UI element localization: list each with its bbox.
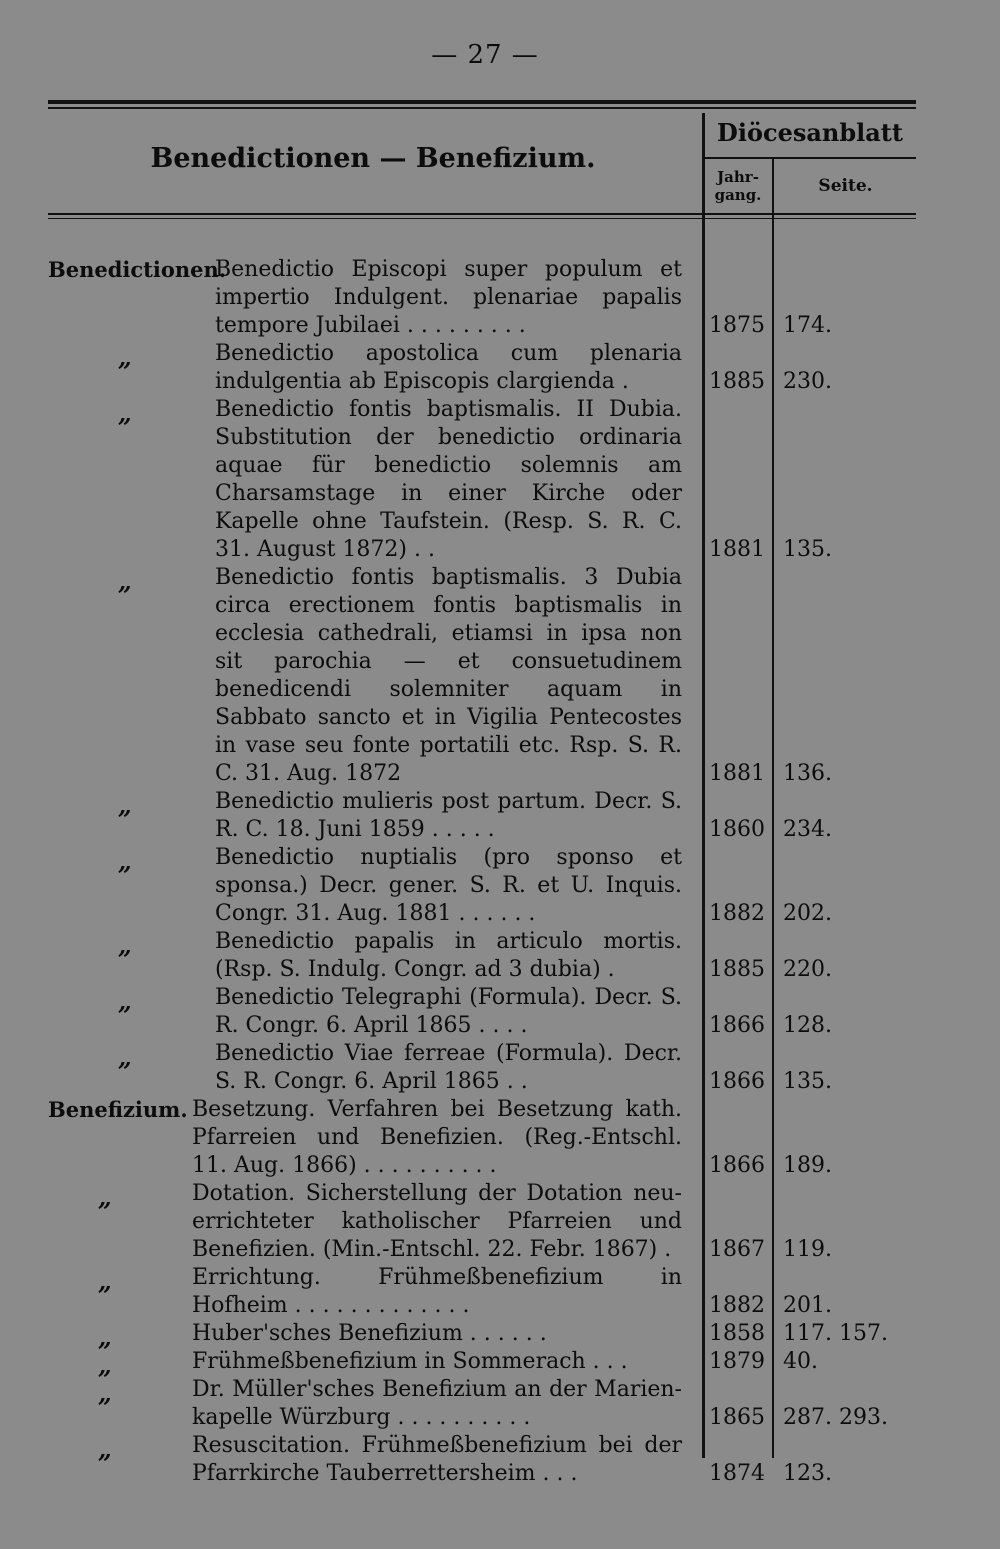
- page-number: — 27 —: [431, 40, 539, 70]
- entry-year: 1882: [709, 1293, 765, 1318]
- ditto-mark: „: [118, 343, 132, 372]
- ditto-mark: „: [98, 1351, 112, 1380]
- top-rule-thick: [48, 100, 916, 104]
- entry-page: 230.: [783, 369, 832, 394]
- group-underline: [702, 157, 916, 159]
- entry-text: Huber'sches Benefizium . . . . . .: [192, 1321, 547, 1346]
- entry-label: Benefizium.: [48, 1097, 188, 1122]
- entry-page: 40.: [783, 1349, 818, 1374]
- ditto-mark: „: [98, 1183, 112, 1212]
- entry-year: 1879: [709, 1349, 765, 1374]
- list-item: [0, 844, 1000, 928]
- list-item: [0, 1432, 1000, 1488]
- ditto-mark: „: [118, 847, 132, 876]
- list-item: [0, 1376, 1000, 1432]
- list-item: [0, 928, 1000, 984]
- list-item: [0, 1320, 1000, 1352]
- header-bottom-rule-2: [48, 218, 916, 219]
- list-item: [0, 256, 1000, 340]
- entry-year: 1881: [709, 761, 765, 786]
- ditto-mark: „: [98, 1435, 112, 1464]
- ditto-mark: „: [118, 987, 132, 1016]
- ditto-mark: „: [118, 791, 132, 820]
- entry-text: Dr. Müller'sches Benefizium an der Marien-kapelle Würzburg . . . . . . . . . .: [192, 1377, 682, 1430]
- entry-page: 135.: [783, 1069, 832, 1094]
- entry-year: 1866: [709, 1013, 765, 1038]
- entry-page: 220.: [783, 957, 832, 982]
- entry-text: Errichtung. Frühmeßbenefizium in Hofheim . . . . . . . . . . . . .: [192, 1265, 682, 1318]
- entry-list: [0, 256, 1000, 1488]
- entry-text: Frühmeßbenefizium in Sommerach . . .: [192, 1349, 628, 1374]
- header-bottom-rule: [48, 213, 916, 215]
- entry-page: 135.: [783, 537, 832, 562]
- entry-year: 1866: [709, 1153, 765, 1178]
- entry-text: Benedictio fontis baptismalis. 3 Dubia circa erectionem fontis baptismalis in ecclesia cathedrali, etiamsi in ipsa non sit parochia — et consuetudinem benedicendi solemniter aquam in Sabbato sancto et in Vigilia Pentecostes in vase seu fonte portatili etc. Rsp. S. R. C. 31. Aug. 1872: [215, 565, 682, 786]
- entry-text: Benedictio papalis in articulo mortis. (Rsp. S. Indulg. Congr. ad 3 dubia) .: [215, 929, 682, 982]
- entry-year: 1866: [709, 1069, 765, 1094]
- list-item: [0, 564, 1000, 788]
- entry-text: Benedictio fontis baptismalis. II Dubia. Substitution der benedictio ordinaria aquae für benedictio solemnis am Charsamstage in einer Kirche oder Kapelle ohne Taufstein. (Resp. S. R. C. 31. August 1872) . .: [215, 397, 682, 562]
- ditto-mark: „: [98, 1267, 112, 1296]
- entry-text: Benedictio Telegraphi (Formula). Decr. S. R. Congr. 6. April 1865 . . . .: [215, 985, 682, 1038]
- entry-year: 1881: [709, 537, 765, 562]
- entry-page: 123.: [783, 1461, 832, 1486]
- entry-text: Besetzung. Verfahren bei Besetzung kath. Pfarreien und Benefizien. (Reg.-Entschl. 11. Aug. 1866) . . . . . . . . . .: [192, 1097, 682, 1178]
- entry-year: 1875: [709, 313, 765, 338]
- entry-text: Benedictio Viae ferreae (Formula). Decr. S. R. Congr. 6. April 1865 . .: [215, 1041, 682, 1094]
- ditto-mark: „: [118, 567, 132, 596]
- entry-page: 234.: [783, 817, 832, 842]
- ditto-mark: „: [98, 1323, 112, 1352]
- entry-text: Dotation. Sicherstellung der Dotation neu-errichteter katholischer Pfarreien und Benefizien. (Min.-Entschl. 22. Febr. 1867) .: [192, 1181, 682, 1262]
- list-item: [0, 396, 1000, 564]
- page-title: Benedictionen — Benefizium.: [150, 143, 596, 174]
- entry-page: 119.: [783, 1237, 832, 1262]
- top-rule-thin: [48, 107, 916, 109]
- list-item: [0, 984, 1000, 1040]
- entry-year: 1885: [709, 957, 765, 982]
- entry-page: 189.: [783, 1153, 832, 1178]
- year-column-header: Jahr- gang.: [714, 168, 762, 204]
- entry-page: 136.: [783, 761, 832, 786]
- entry-page: 174.: [783, 313, 832, 338]
- ditto-mark: „: [98, 1379, 112, 1408]
- entry-text: Benedictio apostolica cum plenaria indulgentia ab Episcopis clargienda .: [215, 341, 682, 394]
- list-item: [0, 340, 1000, 396]
- entry-page: 201.: [783, 1293, 832, 1318]
- entry-page: 128.: [783, 1013, 832, 1038]
- list-item: [0, 788, 1000, 844]
- entry-year: 1858: [709, 1321, 765, 1346]
- entry-year: 1874: [709, 1461, 765, 1486]
- entry-text: Benedictio Episcopi super populum et impertio Indulgent. plenariae papalis tempore Jubilaei . . . . . . . . .: [215, 257, 682, 338]
- ditto-mark: „: [118, 399, 132, 428]
- ditto-mark: „: [118, 1043, 132, 1072]
- entry-text: Resuscitation. Frühmeßbenefizium bei der Pfarrkirche Tauberrettersheim . . .: [192, 1433, 682, 1486]
- list-item: [0, 1264, 1000, 1320]
- column-group-header: Diöcesanblatt: [717, 118, 903, 147]
- entry-page: 202.: [783, 901, 832, 926]
- entry-label: Benedictionen.: [48, 257, 227, 282]
- entry-page: 287. 293.: [783, 1405, 888, 1430]
- entry-year: 1867: [709, 1237, 765, 1262]
- list-item: [0, 1180, 1000, 1264]
- list-item: [0, 1096, 1000, 1180]
- entry-year: 1885: [709, 369, 765, 394]
- list-item: [0, 1040, 1000, 1096]
- ditto-mark: „: [118, 931, 132, 960]
- entry-page: 117. 157.: [783, 1321, 888, 1346]
- entry-text: Benedictio mulieris post partum. Decr. S. R. C. 18. Juni 1859 . . . . .: [215, 789, 682, 842]
- entry-text: Benedictio nuptialis (pro sponso et sponsa.) Decr. gener. S. R. et U. Inquis. Congr. 31. Aug. 1881 . . . . . .: [215, 845, 682, 926]
- entry-year: 1882: [709, 901, 765, 926]
- entry-year: 1860: [709, 817, 765, 842]
- entry-year: 1865: [709, 1405, 765, 1430]
- page-column-header: Seite.: [818, 176, 873, 196]
- list-item: [0, 1348, 1000, 1380]
